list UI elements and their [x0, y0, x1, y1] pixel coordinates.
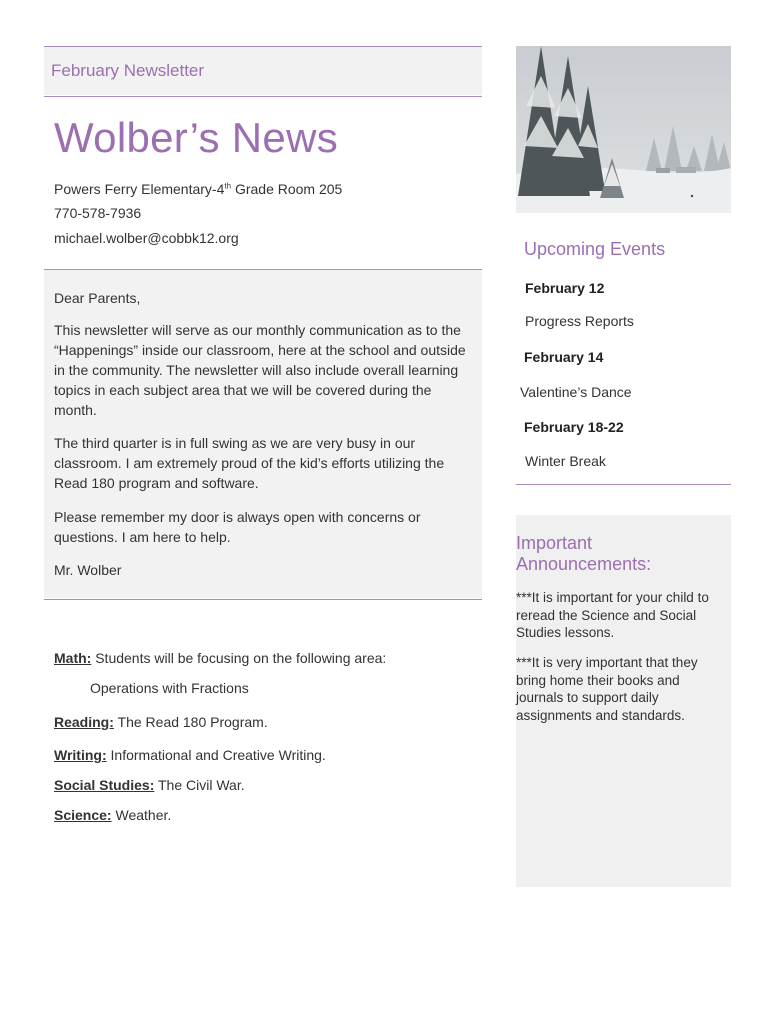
writing-label: Writing: — [54, 747, 107, 763]
reading-label: Reading: — [54, 714, 114, 730]
math-topic: Operations with Fractions — [90, 680, 249, 696]
event-date-3: February 18-22 — [524, 419, 624, 435]
event-date-2: February 14 — [524, 349, 604, 365]
school-line-sup: th — [224, 181, 232, 191]
science-text: Weather. — [111, 807, 172, 823]
school-line — [54, 181, 342, 197]
subject-science — [54, 807, 171, 823]
announcement-2: ***It is very important that they bring home their books and journals to support daily assignments and standards. — [516, 655, 698, 723]
upcoming-events-heading: Upcoming Events — [524, 239, 666, 259]
letter-bottom-rule — [44, 599, 482, 600]
header-bottom-rule — [44, 96, 482, 97]
event-name-3: Winter Break — [525, 453, 606, 469]
page-title: Wolber’s News — [54, 114, 338, 161]
announcements-box — [516, 515, 731, 887]
event-date-1: February 12 — [525, 280, 605, 296]
winter-scene-image — [516, 46, 731, 213]
event-name-2: Valentine’s Dance — [520, 384, 632, 400]
social-studies-text: The Civil War. — [154, 777, 245, 793]
science-label: Science: — [54, 807, 112, 823]
letter-paragraph-2: The third quarter is in full swing as we are very busy in our classroom. I am extremely proud of the kid’s efforts utilizing the Read 180 program and software. — [54, 435, 445, 491]
announcements-heading: Important Announcements: — [516, 533, 652, 574]
events-bottom-rule — [516, 484, 731, 485]
email-address: michael.wolber@cobbk12.org — [54, 230, 239, 246]
letter-signature: Mr. Wolber — [54, 562, 122, 578]
school-line-suffix: Grade Room 205 — [231, 181, 343, 197]
letter-greeting: Dear Parents, — [54, 290, 141, 306]
math-text: Students will be focusing on the following area: — [91, 650, 387, 666]
subject-social-studies — [54, 777, 245, 793]
writing-text: Informational and Creative Writing. — [106, 747, 326, 763]
phone-number: 770-578-7936 — [54, 205, 142, 221]
newsletter-label: February Newsletter — [51, 61, 205, 80]
reading-text: The Read 180 Program. — [113, 714, 268, 730]
header-band — [44, 47, 482, 95]
school-line-prefix: Powers Ferry Elementary-4 — [54, 181, 225, 197]
subject-reading — [54, 714, 268, 730]
subject-math — [54, 650, 386, 666]
subject-writing — [54, 747, 326, 763]
letter-box — [44, 270, 482, 598]
social-studies-label: Social Studies: — [54, 777, 155, 793]
math-label: Math: — [54, 650, 92, 666]
letter-paragraph-3: Please remember my door is always open with concerns or questions. I am here to help. — [54, 509, 421, 545]
letter-paragraph-1: This newsletter will serve as our monthly communication as to the “Happenings” inside our classroom, here at the school and outside in the community. The newsletter will also include overall learning topics in each subject area that we will be covered during the month. — [54, 322, 466, 418]
event-name-1: Progress Reports — [525, 313, 634, 329]
announcement-1: ***It is important for your child to reread the Science and Social Studies lessons. — [516, 590, 709, 640]
